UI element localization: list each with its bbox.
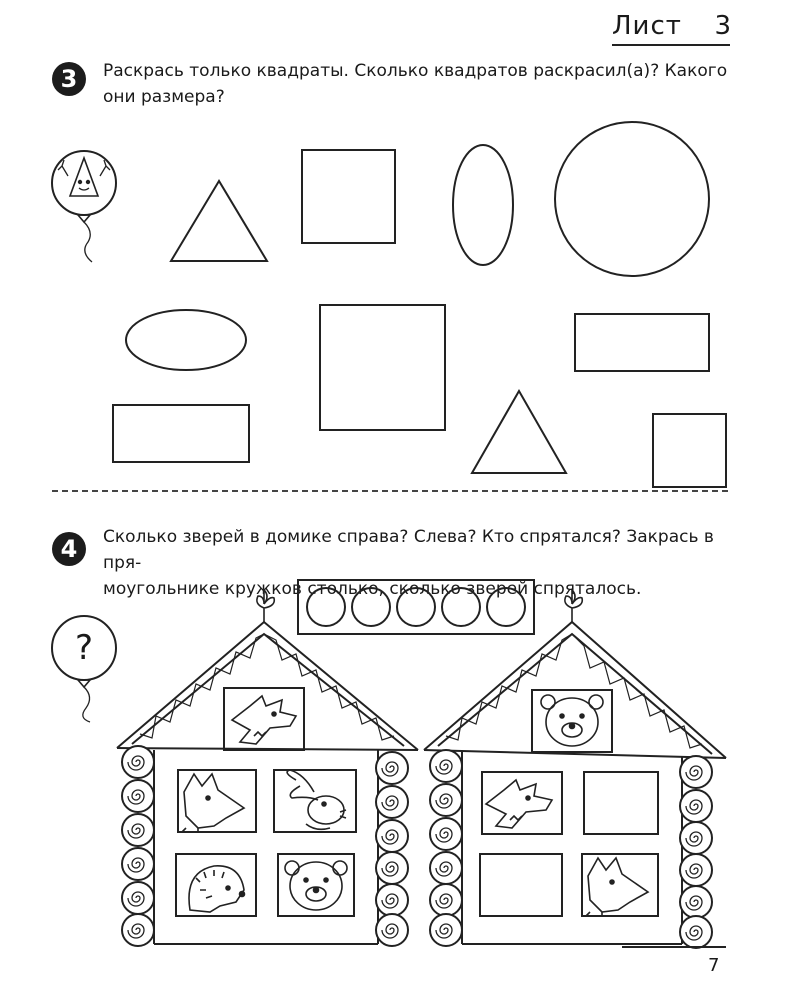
wolf-icon (232, 696, 296, 744)
left-house (117, 590, 418, 944)
task-3-number: 3 (52, 62, 86, 96)
page-number-line (622, 946, 726, 948)
counter-circle[interactable] (487, 588, 525, 626)
fox-icon (586, 858, 648, 916)
task-4-text-line-2: моугольнике кружков столько, сколько зверей спряталось. (103, 579, 642, 599)
wolf-icon (486, 780, 552, 828)
fox-icon (182, 774, 244, 832)
counter-circle[interactable] (442, 588, 480, 626)
rabbit-icon (287, 770, 346, 829)
task-4-text-line-1: Сколько зверей в домике справа? Слева? Кто спрятался? Закрась в пря- (103, 527, 714, 573)
hedgehog-icon (189, 866, 245, 912)
page-number: 7 (708, 955, 720, 976)
sheet-word: Лист (612, 11, 682, 41)
bear-icon (285, 861, 347, 910)
counter-circle[interactable] (307, 588, 345, 626)
counter-circle[interactable] (397, 588, 435, 626)
right-house-logs (430, 750, 712, 948)
task-4-number: 4 (52, 532, 86, 566)
task-3-text-line-1: Раскрась только квадраты. Сколько квадратов раскрасил(а)? Какого (103, 61, 728, 81)
bear-icon (541, 695, 603, 746)
sheet-number: 3 (714, 11, 732, 41)
question-mark: ? (74, 628, 94, 668)
task-3-text-line-2: они размера? (103, 87, 225, 107)
circles-counter-box (298, 580, 534, 634)
left-house-logs (122, 746, 408, 946)
counter-circle[interactable] (352, 588, 390, 626)
